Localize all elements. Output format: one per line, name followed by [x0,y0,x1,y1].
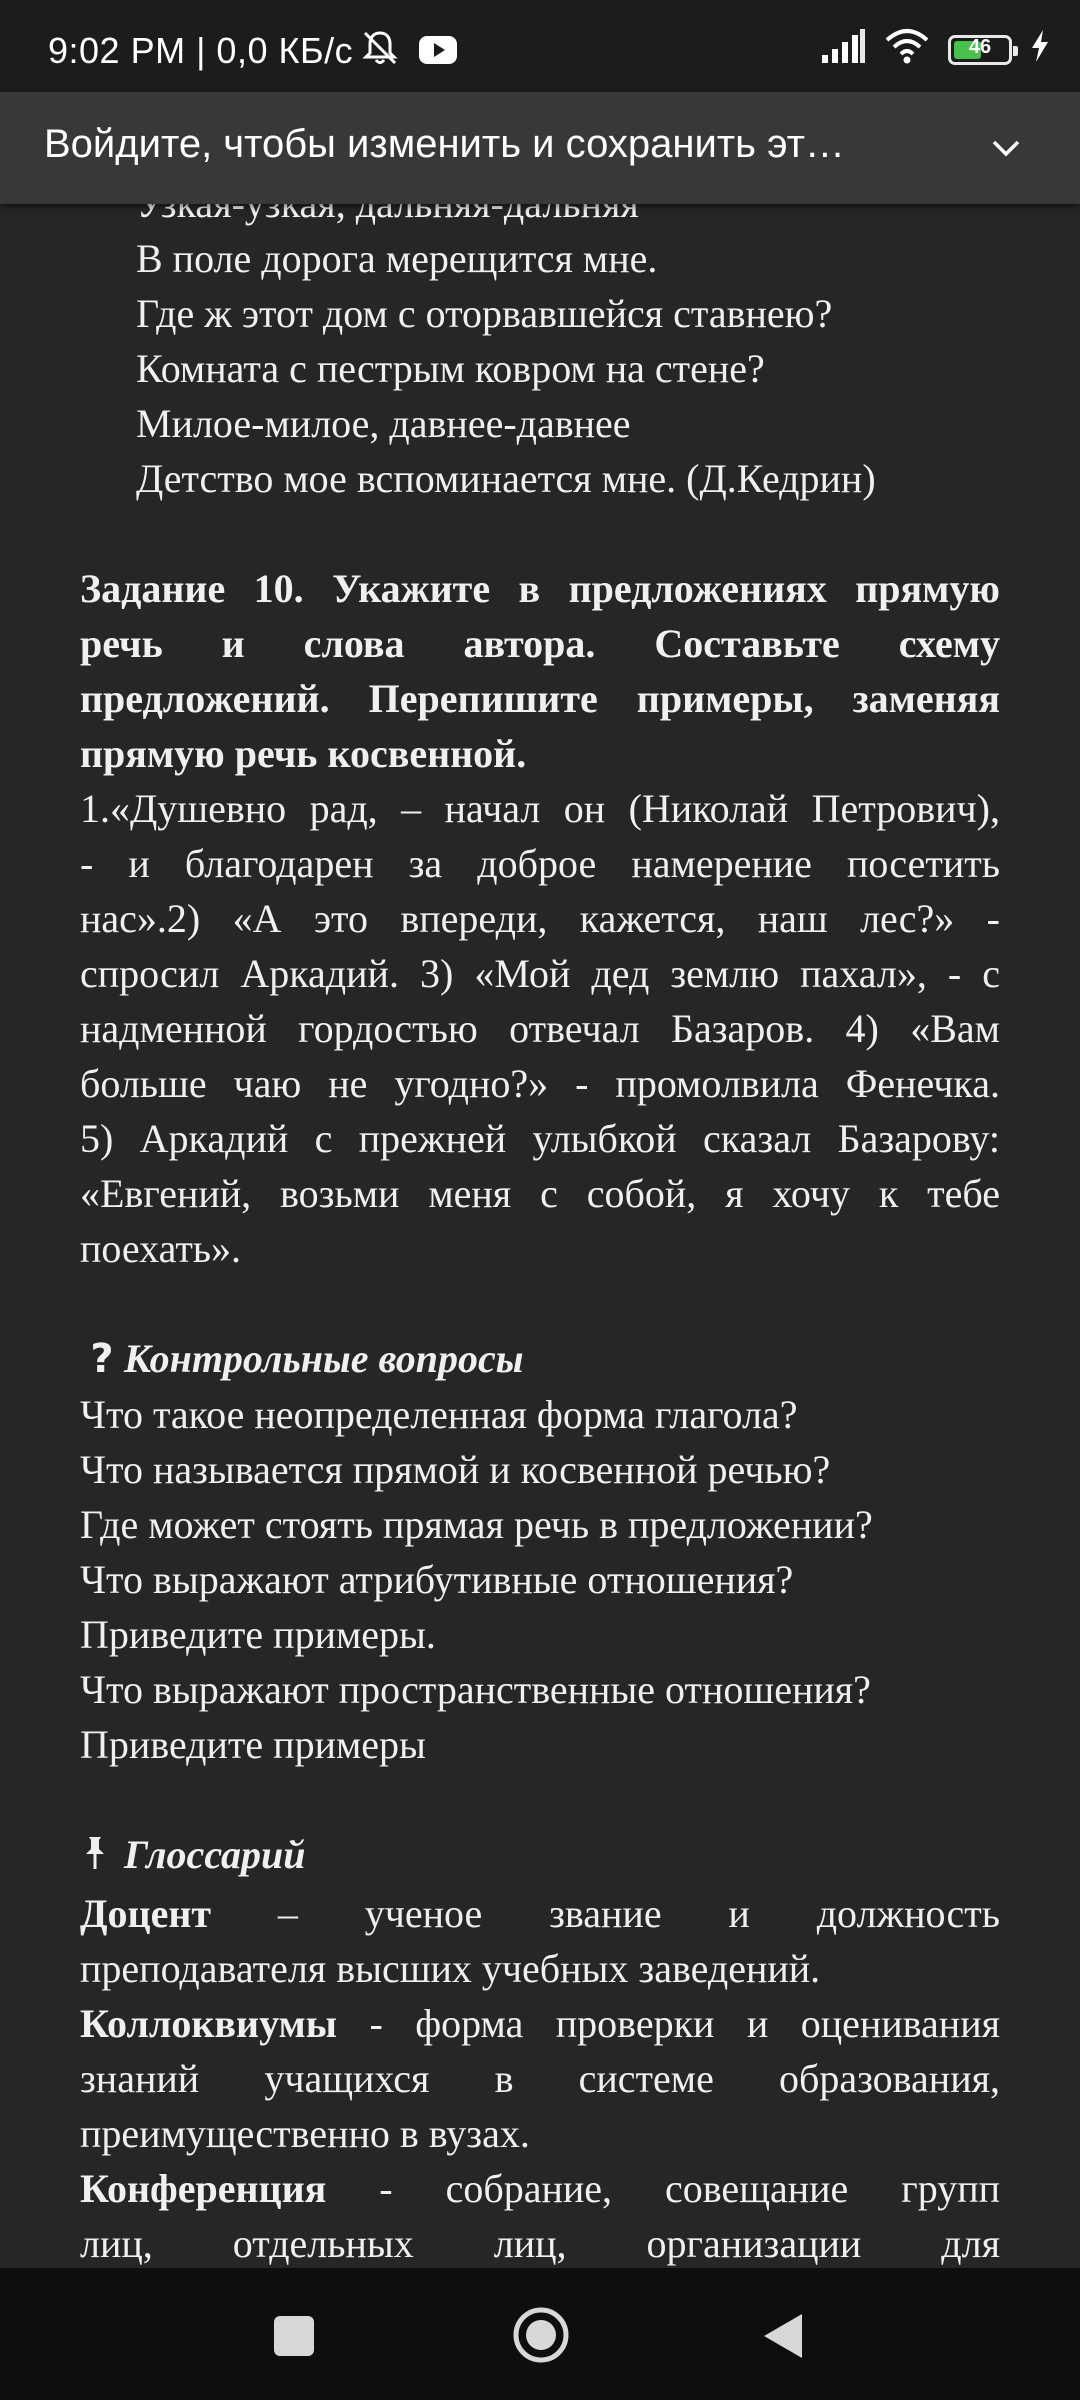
signal-icon [820,29,866,72]
question-mark-icon: ? [90,1336,114,1382]
glossary-definition: – ученое звание и должность [211,1891,1000,1937]
battery-icon [948,35,1012,65]
task10-heading: предложений. Перепишите примеры, заменяя [80,676,1000,721]
chevron-down-icon[interactable] [988,130,1024,171]
poem-line: В поле дорога мерещится мне. [136,236,658,281]
glossary-definition: знаний учащихся в системе образования, [80,2056,1000,2102]
home-circle-icon[interactable] [512,2306,570,2369]
example-line: 1.«Душевно рад, – начал он (Николай Петрович), [80,786,1000,831]
status-time: 9:02 PM | 0,0 КБ/с [48,30,354,71]
question-item: Где может стоять прямая речь в предложении? [80,1502,873,1547]
question-item: Что выражают атрибутивные отношения? [80,1557,794,1602]
task10-heading: речь и слова автора. Составьте схему [80,621,1000,666]
glossary-definition: преподавателя высших учебных заведений. [80,1946,821,1992]
poem-line: Детство мое вспоминается мне. (Д.Кедрин) [136,456,876,501]
example-line: - и благодарен за доброе намерение посетить [80,841,1000,886]
glossary-entry-docent [80,1886,1000,1941]
glossary-definition: лиц, отдельных лиц, организации для [80,2221,1000,2267]
glossary-definition: преимущественно в вузах. [80,2111,530,2157]
example-line: больше чаю не угодно?» - промолвила Фенечка. [80,1061,1000,1106]
charging-bolt-icon [1030,29,1050,72]
question-item: Приведите примеры. [80,1612,436,1657]
glossary-entry-colloquium [80,1996,1000,2051]
question-item: Что выражают пространственные отношения? [80,1667,871,1712]
glossary-term: Конференция [80,2166,327,2212]
recents-square-icon[interactable] [272,2314,316,2363]
question-item: Приведите примеры [80,1722,426,1767]
control-questions-title: Контрольные вопросы [124,1336,524,1381]
control-questions-heading [80,1331,1000,1387]
battery-level: 46 [968,36,992,58]
task10-heading: прямую речь косвенной. [80,731,527,776]
status-bar [0,0,1080,92]
example-line: «Евгений, возьми меня с собой, я хочу к тебе [80,1171,1000,1216]
example-line: надменной гордостью отвечал Базаров. 4) «Вам [80,1006,1000,1051]
poem-line: Комната с пестрым ковром на стене? [136,346,765,391]
bell-muted-icon [360,28,400,77]
document-page [80,176,1000,2271]
document-viewer[interactable] [0,204,1080,2268]
wifi-icon [884,28,930,73]
question-item: Что такое неопределенная форма глагола? [80,1392,798,1437]
glossary-entry-conference [80,2161,1000,2216]
glossary-term: Доцент [80,1891,212,1937]
glossary-term: Коллоквиумы [80,2001,338,2047]
task10-heading: Задание 10. Укажите в предложениях прямую [80,566,1000,611]
pushpin-icon [80,1831,124,1886]
poem-line: Где ж этот дом с оторвавшейся ставнею? [136,291,833,336]
navigation-bar [0,2268,1080,2400]
sign-in-banner[interactable] [0,92,1080,204]
example-line: спросил Аркадий. 3) «Мой дед землю пахал», - с [80,951,1000,996]
glossary-title: Глоссарий [124,1832,306,1877]
example-line: нас».2) «А это впереди, кажется, наш лес?» - [80,896,1000,941]
youtube-icon [418,32,458,74]
example-line: 5) Аркадий с прежней улыбкой сказал Базарову: [80,1116,1000,1161]
poem-line: Милое-милое, давнее-давнее [136,401,631,446]
glossary-definition: - форма проверки и оценивания [337,2001,1000,2047]
glossary-heading [80,1827,1000,1886]
question-item: Что называется прямой и косвенной речью? [80,1447,831,1492]
sign-in-banner-text[interactable]: Войдите, чтобы изменить и сохранить эт… [44,122,845,166]
example-line: поехать». [80,1226,242,1271]
back-triangle-icon[interactable] [762,2312,806,2365]
glossary-definition: - собрание, совещание групп [326,2166,1000,2212]
